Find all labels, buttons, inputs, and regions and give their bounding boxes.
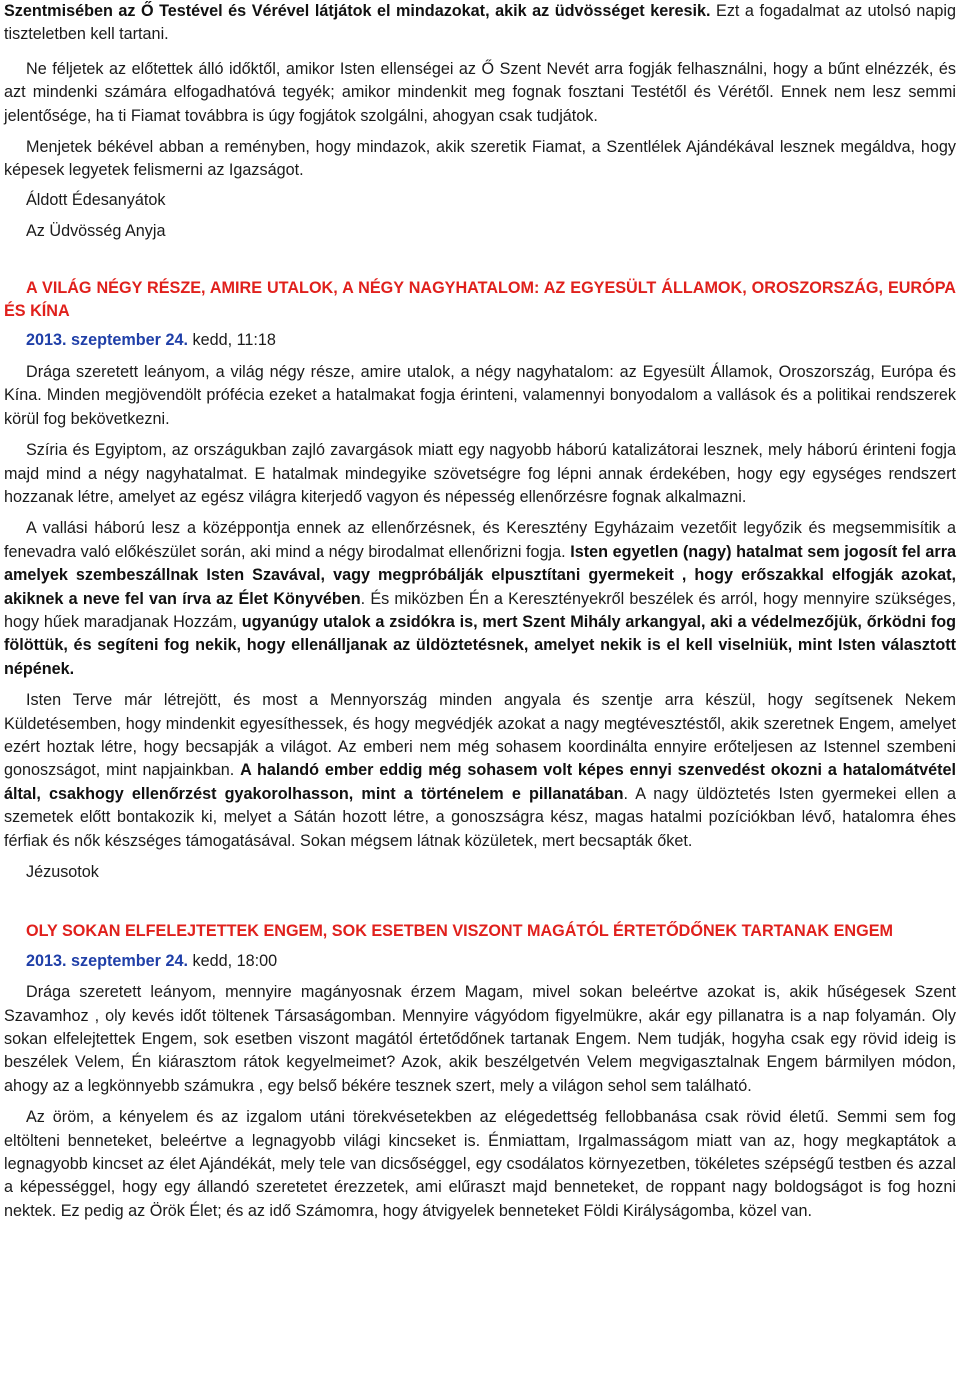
- intro-signature-2: Az Üdvösség Anyja: [26, 222, 166, 241]
- message-1-paragraph-4: [4, 689, 956, 853]
- message-1-paragraph-4-c: . A nagy üldöztetés Isten gyermekei ellen a szemetek előtt bontakozik ki, melyet a Sátán hozott létre, a gonoszságra kész, magas hatalmi pozíciókban lévő, hatalomra éhes férfiak és nők készséges támogatásával. Sokan mégsem látnak közületek, mert becsapták őket.: [4, 784, 956, 850]
- message-1-time: kedd, 11:18: [187, 331, 276, 350]
- intro-paragraph-1-bold: Szentmisében az Ő Testével és Vérével látjátok el mindazokat, akik az üdvösséget keresik.: [4, 2, 711, 20]
- message-1-signature: Jézusotok: [26, 863, 99, 881]
- message-1-paragraph-4-a: Isten Terve már létrejött, és most a Mennyország minden angyala és szentje arra készül, hogy segítsenek Nekem Küldetésemben, hogy mindenkit egyesíthessek, és hogy megvédjék azokat a nagy megtévesztéstől, akik szeretnek Engem, amelyet ezért hoztak létre, hogy becsapják a világot. Az emberi nem még sohasem koordinálta ennyire erőteljesen az Istennel szembeni gonoszságot, mint napjainkban.: [4, 691, 956, 780]
- message-1-paragraph-3-b: Isten egyetlen (nagy) hatalmat sem jogosít fel arra amelyek szembeszállnak Isten Szavával, vagy megpróbálják elpusztítani gyermekeit , hogy erőszakkal elfogják azokat, akiknek a neve fel van írva az Élet Könyvében: [4, 542, 956, 608]
- message-2-date: 2013. szeptember 24.: [26, 951, 188, 970]
- message-2-dateline: [4, 950, 956, 973]
- message-1-paragraph-2: Szíria és Egyiptom, az országukban zajló zavargások miatt egy nagyobb háború katalizátorai lesznek, mely háború érinteni fogja majd mind a négy nagyhatalmat. E hatalmak mindegyike szövetségre fog lépni annak érdekében, hogy egy egységes rendszert hozzanak létre, amelyet az egész világra kiterjedő vagyon és népesség ellenőrzésre fognak alkalmazni.: [4, 441, 956, 506]
- intro-paragraph-1: [4, 0, 956, 47]
- intro-signature-1: Áldott Édesanyátok: [26, 190, 166, 209]
- message-1-paragraph-3-c: . És miközben Én a Keresztényekről beszélek és arról, hogy mennyire szükséges, hogy hűek maradjanak Hozzám,: [4, 589, 957, 631]
- message-1-paragraph-3-a: A vallási háború lesz a középpontja ennek az ellenőrzésnek, és Keresztény Egyházaim vezetőit legyőzik és megsemmisítik a fenevadra való előkészület során, aki mind a négy birodalmat ellenőrizni fogja.: [4, 519, 956, 561]
- intro-paragraph-1-rest: Ezt a fogadalmat az utolsó napig tiszteletben kell tartani.: [4, 2, 956, 44]
- message-1-paragraph-4-b: A halandó ember eddig még sohasem volt képes ennyi szenvedést okozni a hatalomátvétel által, csakhogy ellenőrzést gyakorolhasson, mint a történelem e pillanatában: [4, 761, 956, 803]
- message-2-paragraph-2: Az öröm, a kényelem és az izgalom utáni törekvésetekben az elégedettség fellobbanása csak rövid életű. Semmi sem fog eltölteni benneteket, beleértve a legnagyobb világi kincseket is. Énmiattam, Irgalmasságom miatt van az, hogy megkaptátok a legnagyobb kincset az élet Ajándékát, mely tele van dicsőséggel, egy csodálatos környezetben, tökéletes szépségű testben és azzal a képességgel, hogy egy állandó szeretetet érezzetek, ami elűraszt majd benneteket, de roppant nagy boldogságot is fog hozni nektek. Ez pedig az Örök Élet; és az idő Számomra, hogy átvigyelek benneteket Földi Királyságomba, közel van.: [4, 1108, 956, 1220]
- intro-paragraph-2: Ne féljetek az előtettek álló időktől, amikor Isten ellenségei az Ő Szent Nevét arra fogják felhasználni, hogy a bűnt elnézzék, és azt mindenki számára elfogadhatóvá tegyék; amikor mindenkit meg fognak fosztani Testétől és Vérétől. Ennek nem lesz semmi jelentősége, ha ti Fiamat továbbra is úgy fogjátok szolgálni, ahogyan csak tudjátok.: [4, 59, 956, 125]
- message-1-paragraph-3-d: ugyanúgy utalok a zsidókra is, mert Szent Mihály arkangyal, aki a védelmezőjük, őrködni fog fölöttük, és segíteni fog nekik, hogy ellenálljanak az üldöztetésnek, amelyet nekik is el kell viselniük, mint Isten választott népének.: [4, 612, 956, 678]
- message-2-time: kedd, 18:00: [187, 951, 278, 970]
- message-1-paragraph-3: [4, 517, 956, 681]
- intro-paragraph-3: Menjetek békével abban a reményben, hogy mindazok, akik szeretik Fiamat, a Szentlélek Ajándékával lesznek megáldva, hogy képesek legyetek felismerni az Igazságot.: [4, 138, 956, 180]
- message-1-date: 2013. szeptember 24.: [26, 331, 188, 350]
- message-1-paragraph-1: Drága szeretett leányom, a világ négy része, amire utalok, a négy nagyhatalom: az Egyesült Államok, Oroszország, Európa és Kína. Minden megjövendölt prófécia ezeket a hatalmakat fogja érinteni, valamennyi bonyodalom a vallások és a politikai rendszerek körül fog bekövetkezni.: [4, 362, 956, 428]
- message-2-paragraph-1: Drága szeretett leányom, mennyire magányosnak érzem Magam, mivel sokan beleértve azokat is, akik hűségesek Szent Szavamhoz , oly kevés időt töltenek Társaságomban. Mennyire vágyódom figyelmükre, akár egy pillanatra is a nap folyamán. Oly sokan elfelejtettek Engem, sok esetben viszont magától értetődőnek tartanak Engem. Nem tudják, hogyha csak egy rövid ideig is beszélek Velem, Én kiárasztom rátok kegyelmeimet? Azok, akik beszélgetvén Velem megvigasztalnak Engem bármilyen módon, ahogy az a legkönnyebb számukra , egy belső békére tesznek szert, mely a világon sehol sem található.: [4, 983, 956, 1095]
- message-1-title: A VILÁG NÉGY RÉSZE, AMIRE UTALOK, A NÉGY NAGYHATALOM: AZ EGYESÜLT ÁLLAMOK, OROSZORSZÁG, EURÓPA ÉS KÍNA: [4, 278, 956, 321]
- message-1-dateline: [4, 329, 956, 352]
- message-2-title: OLY SOKAN ELFELEJTETTEK ENGEM, SOK ESETBEN VISZONT MAGÁTÓL ÉRTETŐDŐNEK TARTANAK ENGEM: [26, 922, 893, 941]
